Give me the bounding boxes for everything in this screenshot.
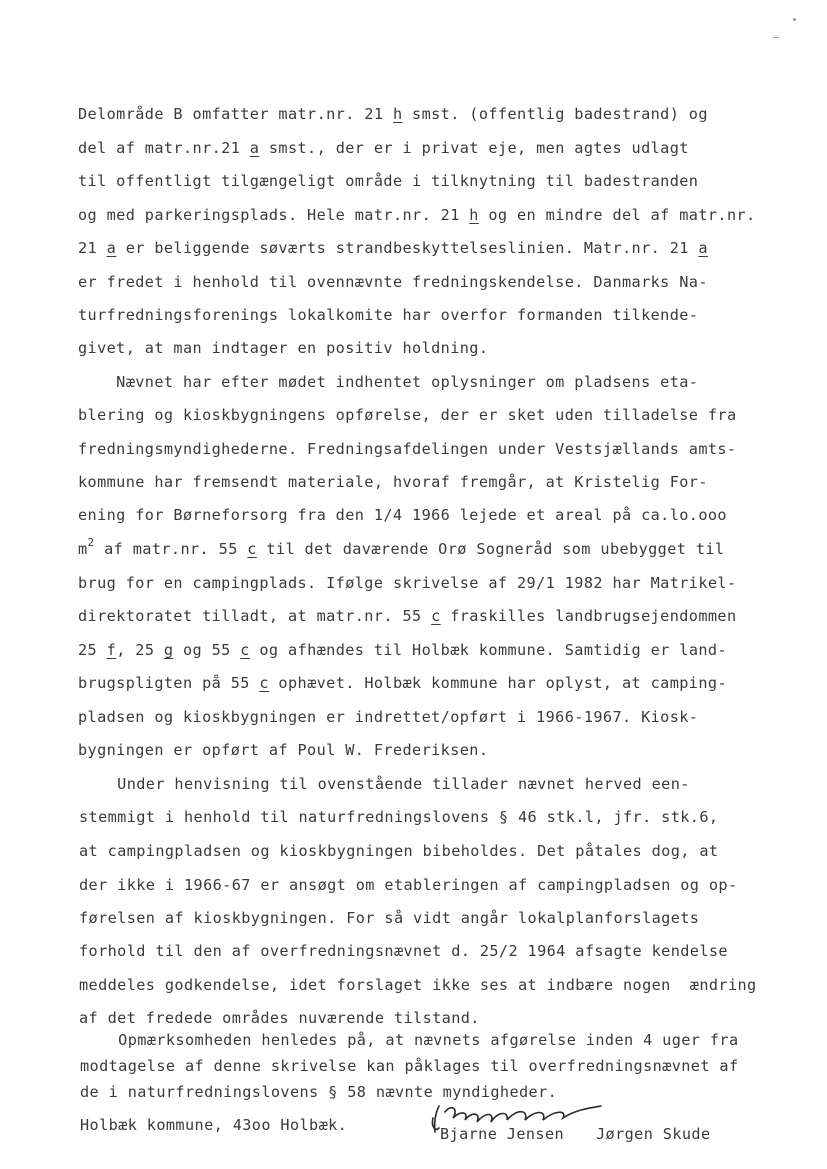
- text-run: bygningen er opført af Poul W. Frederiksen.: [78, 741, 489, 759]
- text-run: er beliggende søværts strandbeskyttelseslinien. Matr.nr. 21: [116, 239, 699, 257]
- text-run: der ikke i 1966-67 er ansøgt om etableringen af campingpladsen og op-: [79, 876, 738, 894]
- underlined-letter: f: [106, 641, 117, 659]
- text-run: 21: [78, 239, 107, 257]
- text-run: turfredningsforenings lokalkomite har overfor formanden tilkende-: [78, 306, 699, 324]
- text-run: meddeles godkendelse, idet forslaget ikke ses at indbære nogen ændring: [79, 976, 757, 994]
- paragraph4-line: [80, 1057, 739, 1075]
- paragraph1-line: [78, 306, 698, 324]
- text-run: forhold til den af overfredningsnævnet d. 25/2 1964 afsagte kendelse: [79, 942, 728, 960]
- scan-speck: [793, 18, 796, 21]
- paragraph2-line: [78, 674, 727, 692]
- text-run: smst. (offentlig badestrand) og: [402, 105, 708, 123]
- paragraph2-line: [78, 741, 488, 759]
- paragraph1-line: [78, 339, 488, 357]
- footer-place: Holbæk kommune, 43oo Holbæk.: [80, 1116, 348, 1134]
- text-run: og afhændes til Holbæk kommune. Samtidig er land-: [249, 641, 727, 659]
- underlined-letter: h: [469, 206, 479, 224]
- text-run: direktoratet tilladt, at matr.nr. 55: [78, 607, 432, 625]
- signatory-name: Bjarne Jensen: [440, 1125, 565, 1143]
- paragraph2-line: [78, 574, 737, 592]
- handwritten-signature: [425, 1098, 615, 1134]
- paragraph1-line: [78, 139, 689, 157]
- text-run: førelsen af kioskbygningen. For så vidt angår lokalplanforslagets: [79, 909, 700, 927]
- paragraph3-line: [79, 909, 699, 927]
- underlined-letter: a: [698, 239, 708, 257]
- text-run: Under henvisning til ovenstående tillader nævnet herved een-: [79, 775, 690, 793]
- underlined-letter: a: [249, 139, 260, 157]
- text-run: m: [78, 540, 88, 558]
- paragraph3-line: [79, 942, 728, 960]
- text-run: fraskilles landbrugsejendommen: [440, 607, 737, 625]
- paragraph1-line: [78, 239, 708, 257]
- text-run: pladsen og kioskbygningen er indrettet/opført i 1966-1967. Kiosk-: [78, 708, 699, 726]
- text-run: og en mindre del af matr.nr.: [478, 206, 756, 224]
- paragraph2-line: [78, 406, 737, 424]
- text-run: stemmigt i henhold til naturfredningslovens § 46 stk.l, jfr. stk.6,: [79, 808, 719, 826]
- paragraph1-line: [78, 206, 756, 224]
- signatory-name: Jørgen Skude: [596, 1125, 711, 1143]
- paragraph1-line: [78, 273, 708, 291]
- paragraph3-line: [79, 976, 757, 994]
- paragraph2-line: [78, 607, 737, 625]
- scan-speck: [773, 37, 779, 38]
- paragraph3-line: [79, 1009, 480, 1027]
- underlined-letter: c: [259, 674, 269, 692]
- text-run: 25: [78, 641, 107, 659]
- paragraph3-line: [79, 842, 718, 860]
- text-run: til offentligt tilgængeligt område i tilknytning til badestranden: [78, 172, 699, 190]
- text-run: smst., der er i privat eje, men agtes udlagt: [259, 139, 689, 157]
- text-run: Nævnet har efter mødet indhentet oplysninger om pladsens eta-: [78, 373, 699, 391]
- text-run: at campingpladsen og kioskbygningen bibeholdes. Det påtales dog, at: [79, 842, 719, 860]
- paragraph2-line: [78, 373, 698, 391]
- text-run: til det daværende Orø Sogneråd som ubebygget til: [256, 540, 725, 558]
- text-run: givet, at man indtager en positiv holdning.: [78, 339, 489, 357]
- paragraph2-line: [78, 536, 725, 560]
- underlined-letter: c: [431, 607, 441, 625]
- text-run: kommune har fremsendt materiale, hvoraf fremgår, at Kristelig For-: [78, 473, 708, 491]
- paragraph2-line: [78, 473, 708, 491]
- text-run: Opmærksomheden henledes på, at nævnets afgørelse inden 4 uger fra: [80, 1031, 739, 1049]
- text-run: brugspligten på 55: [78, 674, 260, 692]
- text-run: blering og kioskbygningens opførelse, der er sket uden tilladelse fra: [78, 406, 737, 424]
- underlined-letter: c: [247, 540, 257, 558]
- paragraph3-line: [79, 808, 718, 826]
- underlined-letter: c: [240, 641, 250, 659]
- text-run: fredningsmyndighederne. Fredningsafdelingen under Vestsjællands amts-: [78, 440, 737, 458]
- text-run: modtagelse af denne skrivelse kan påklages til overfredningsnævnet af: [80, 1057, 739, 1075]
- text-run: af matr.nr. 55: [94, 540, 248, 558]
- text-run: og med parkeringsplads. Hele matr.nr. 21: [78, 206, 470, 224]
- text-run: ophævet. Holbæk kommune har oplyst, at camping-: [268, 674, 727, 692]
- paragraph3-line: [79, 775, 690, 793]
- paragraph1-line: [78, 105, 708, 123]
- paragraph2-line: [78, 440, 737, 458]
- text-run: og 55: [173, 641, 241, 659]
- text-run: er fredet i henhold til ovennævnte fredningskendelse. Danmarks Na-: [78, 273, 708, 291]
- paragraph2-line: [78, 708, 698, 726]
- underlined-letter: g: [163, 641, 174, 659]
- paragraph2-line: [78, 641, 727, 659]
- underlined-letter: a: [106, 239, 117, 257]
- paragraph4-line: [80, 1031, 739, 1049]
- underlined-letter: h: [392, 105, 403, 123]
- text-run: de i naturfredningslovens § 58 nævnte myndigheder.: [80, 1083, 558, 1101]
- paragraph2-line: [78, 506, 727, 524]
- text-run: af det fredede områdes nuværende tilstand.: [79, 1009, 480, 1027]
- text-run: , 25: [116, 641, 164, 659]
- text-run: ening for Børneforsorg fra den 1/4 1966 lejede et areal på ca.lo.ooo: [78, 506, 727, 524]
- text-run: brug for en campingplads. Ifølge skrivelse af 29/1 1982 har Matrikel-: [78, 574, 737, 592]
- text-run: Delområde B omfatter matr.nr. 21: [78, 105, 393, 123]
- superscript: 2: [87, 536, 95, 549]
- text-run: del af matr.nr.21: [78, 139, 250, 157]
- paragraph1-line: [78, 172, 698, 190]
- paragraph3-line: [79, 876, 738, 894]
